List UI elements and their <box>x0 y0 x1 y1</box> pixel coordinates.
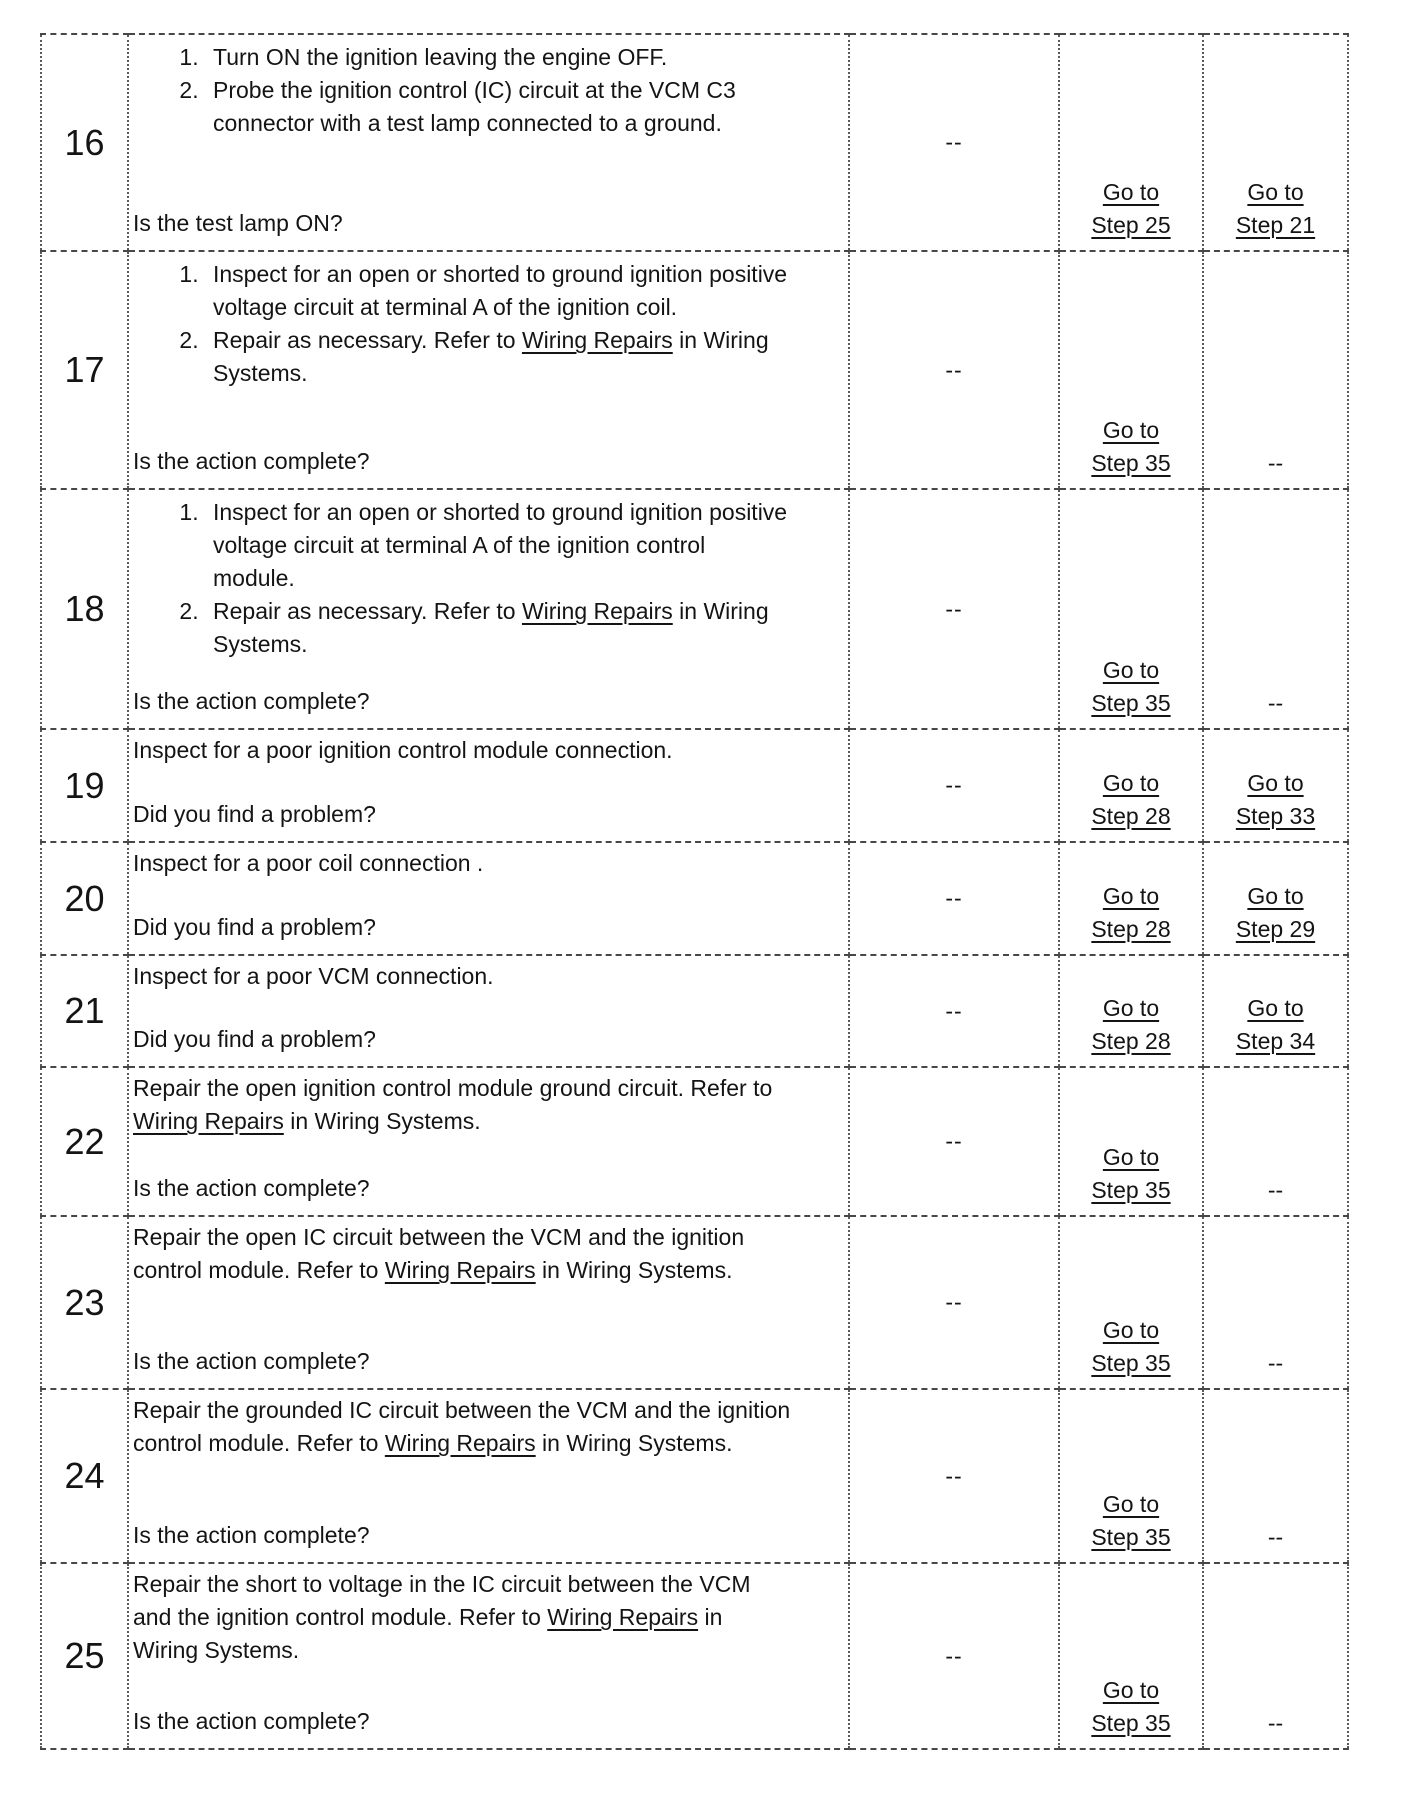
action-instructions <box>133 1394 820 1460</box>
action-instructions <box>133 847 820 880</box>
wiring-repairs-link[interactable]: Wiring Repairs <box>384 1430 536 1456</box>
action-paragraph <box>133 1568 793 1667</box>
yes-cell <box>1059 1389 1203 1563</box>
question-text: Is the test lamp ON? <box>133 210 343 236</box>
table-row <box>41 729 1348 842</box>
table-row <box>41 251 1348 489</box>
action-content <box>133 256 820 478</box>
value-cell <box>849 34 1059 251</box>
question-text: Is the action complete? <box>133 1522 370 1548</box>
action-content <box>133 39 820 240</box>
yes-cell <box>1059 729 1203 842</box>
question-text: Did you find a problem? <box>133 801 376 827</box>
action-text: in Wiring Systems. <box>535 1430 733 1456</box>
go-to-step-link[interactable]: Go to Step 35 <box>1091 1144 1171 1203</box>
step-number: 24 <box>64 1455 105 1496</box>
value-dash: -- <box>945 1462 963 1489</box>
action-content <box>133 1072 820 1205</box>
value-cell <box>849 1563 1059 1749</box>
table-row <box>41 955 1348 1067</box>
action-list-item <box>205 595 793 661</box>
action-paragraph <box>133 1072 793 1138</box>
no-action-dash: -- <box>1267 690 1284 716</box>
go-to-step-link[interactable]: Go to Step 28 <box>1091 883 1171 942</box>
go-to-step-link[interactable]: Go to Step 35 <box>1091 1317 1171 1376</box>
wiring-repairs-link[interactable]: Wiring Repairs <box>521 598 673 624</box>
action-instructions <box>133 1221 820 1287</box>
question-text: Is the action complete? <box>133 688 370 714</box>
table-row <box>41 1067 1348 1216</box>
value-cell <box>849 489 1059 729</box>
table-row <box>41 1216 1348 1389</box>
action-list-item <box>205 324 793 390</box>
action-text: in Wiring Systems. <box>213 327 769 386</box>
action-text: Repair the open ignition control module ground circuit. Refer to <box>133 1075 773 1101</box>
step-cell <box>41 842 128 955</box>
action-text: Inspect for an open or shorted to ground ignition positive voltage circuit at terminal A of the ignition coil. <box>213 261 788 320</box>
action-instructions <box>133 960 820 993</box>
value-cell <box>849 1216 1059 1389</box>
action-list-item <box>205 74 793 140</box>
action-text: in Wiring Systems. <box>133 1604 723 1663</box>
yes-cell <box>1059 34 1203 251</box>
action-cell <box>128 842 849 955</box>
go-to-step-link[interactable]: Go to Step 34 <box>1235 995 1316 1054</box>
question-text: Is the action complete? <box>133 1175 370 1201</box>
step-number: 16 <box>64 121 105 163</box>
step-cell <box>41 1216 128 1389</box>
action-instructions <box>133 1568 820 1667</box>
no-action-dash: -- <box>1267 1350 1284 1376</box>
action-text: in Wiring Systems. <box>213 598 769 657</box>
question-text: Did you find a problem? <box>133 1026 376 1052</box>
value-dash: -- <box>945 1642 963 1669</box>
action-instructions <box>133 734 820 767</box>
question-text: Did you find a problem? <box>133 914 376 940</box>
go-to-step-link[interactable]: Go to Step 29 <box>1235 883 1316 942</box>
wiring-repairs-link[interactable]: Wiring Repairs <box>547 1604 699 1630</box>
action-cell <box>128 489 849 729</box>
value-cell <box>849 955 1059 1067</box>
action-list-item <box>205 41 793 74</box>
action-cell <box>128 729 849 842</box>
action-list <box>133 258 820 390</box>
step-cell <box>41 34 128 251</box>
action-instructions <box>133 1072 820 1138</box>
wiring-repairs-link[interactable]: Wiring Repairs <box>384 1257 536 1283</box>
step-number: 17 <box>64 349 105 390</box>
step-number: 21 <box>64 990 105 1031</box>
step-cell <box>41 489 128 729</box>
table-row <box>41 34 1348 251</box>
value-dash: -- <box>945 1128 963 1154</box>
action-list-item <box>205 496 793 595</box>
yes-cell <box>1059 1067 1203 1216</box>
value-dash: -- <box>945 997 963 1024</box>
action-paragraph <box>133 960 793 993</box>
action-list-item <box>205 258 793 324</box>
action-cell <box>128 1389 849 1563</box>
value-dash: -- <box>945 356 963 383</box>
table-row <box>41 842 1348 955</box>
step-cell <box>41 1067 128 1216</box>
action-text: Inspect for a poor VCM connection. <box>133 963 494 989</box>
no-cell <box>1203 489 1348 729</box>
action-content <box>133 1394 820 1552</box>
action-instructions <box>133 494 820 661</box>
no-cell <box>1203 729 1348 842</box>
go-to-step-link[interactable]: Go to Step 21 <box>1235 179 1316 238</box>
go-to-step-link[interactable]: Go to Step 35 <box>1091 657 1171 716</box>
value-cell <box>849 1067 1059 1216</box>
action-cell <box>128 251 849 489</box>
action-paragraph <box>133 847 793 880</box>
action-list <box>133 496 820 661</box>
value-dash: -- <box>945 595 963 622</box>
question-text: Is the action complete? <box>133 1348 370 1374</box>
go-to-step-link[interactable]: Go to Step 33 <box>1235 770 1316 829</box>
action-cell <box>128 955 849 1067</box>
step-cell <box>41 251 128 489</box>
action-text: Repair as necessary. Refer to <box>213 598 522 624</box>
yes-cell <box>1059 1216 1203 1389</box>
action-content <box>133 494 820 718</box>
wiring-repairs-link[interactable]: Wiring Repairs <box>521 327 673 353</box>
action-instructions <box>133 39 820 140</box>
yes-cell <box>1059 251 1203 489</box>
step-cell <box>41 729 128 842</box>
table-row <box>41 489 1348 729</box>
action-text: Repair as necessary. Refer to <box>213 327 522 353</box>
action-text: Turn ON the ignition leaving the engine OFF. <box>213 44 668 70</box>
go-to-step-link[interactable]: Go to Step 35 <box>1091 1491 1171 1550</box>
no-action-dash: -- <box>1267 450 1284 476</box>
no-cell <box>1203 955 1348 1067</box>
action-list <box>133 41 820 140</box>
action-cell <box>128 1216 849 1389</box>
action-text: Inspect for an open or shorted to ground ignition positive voltage circuit at terminal A of the ignition control module. <box>213 499 788 591</box>
action-text: Inspect for a poor coil connection . <box>133 850 484 876</box>
action-paragraph <box>133 1221 793 1287</box>
no-cell <box>1203 1067 1348 1216</box>
go-to-step-link[interactable]: Go to Step 25 <box>1091 179 1171 238</box>
value-dash: -- <box>945 885 963 911</box>
table-row <box>41 1563 1348 1749</box>
no-cell <box>1203 1389 1348 1563</box>
action-text: Repair the grounded IC circuit between the VCM and the ignition control module. Refer to <box>133 1397 791 1456</box>
step-number: 18 <box>64 588 105 629</box>
action-text: Repair the open IC circuit between the VCM and the ignition control module. Refer to <box>133 1224 745 1283</box>
value-cell <box>849 251 1059 489</box>
value-cell <box>849 842 1059 955</box>
diagnostic-table-body <box>41 34 1348 1749</box>
no-cell <box>1203 251 1348 489</box>
step-number: 19 <box>64 764 105 806</box>
step-cell <box>41 1389 128 1563</box>
action-text: in Wiring Systems. <box>535 1257 733 1283</box>
value-dash: -- <box>945 129 963 155</box>
no-cell <box>1203 34 1348 251</box>
no-cell <box>1203 1216 1348 1389</box>
go-to-step-link[interactable]: Go to Step 35 <box>1091 417 1171 476</box>
action-text: Inspect for a poor ignition control module connection. <box>133 737 673 763</box>
action-content <box>133 1221 820 1378</box>
yes-cell <box>1059 1563 1203 1749</box>
diagnostic-table <box>40 33 1349 1750</box>
question-text: Is the action complete? <box>133 448 370 474</box>
action-text: in Wiring Systems. <box>283 1108 481 1134</box>
step-cell <box>41 1563 128 1749</box>
action-cell <box>128 1563 849 1749</box>
table-row <box>41 1389 1348 1563</box>
action-text: Probe the ignition control (IC) circuit at the VCM C3 connector with a test lamp connected to a ground. <box>213 77 736 136</box>
action-paragraph <box>133 1394 793 1460</box>
value-dash: -- <box>945 1289 963 1315</box>
action-cell <box>128 34 849 251</box>
step-cell <box>41 955 128 1067</box>
go-to-step-link[interactable]: Go to Step 28 <box>1091 770 1171 829</box>
no-action-dash: -- <box>1267 1524 1284 1550</box>
action-paragraph <box>133 734 793 767</box>
step-number: 22 <box>64 1120 105 1162</box>
action-content <box>133 1568 820 1738</box>
action-text: Repair the short to voltage in the IC circuit between the VCM and the ignition control module. Refer to <box>133 1571 751 1630</box>
value-cell <box>849 729 1059 842</box>
no-cell <box>1203 1563 1348 1749</box>
action-instructions <box>133 256 820 390</box>
action-content <box>133 734 820 831</box>
go-to-step-link[interactable]: Go to Step 28 <box>1091 995 1171 1054</box>
yes-cell <box>1059 955 1203 1067</box>
value-dash: -- <box>945 772 963 798</box>
step-number: 23 <box>64 1281 105 1323</box>
no-cell <box>1203 842 1348 955</box>
question-text: Is the action complete? <box>133 1708 370 1734</box>
yes-cell <box>1059 489 1203 729</box>
no-action-dash: -- <box>1267 1710 1284 1736</box>
step-number: 25 <box>64 1635 105 1676</box>
step-number: 20 <box>64 877 105 919</box>
yes-cell <box>1059 842 1203 955</box>
no-action-dash: -- <box>1267 1177 1284 1203</box>
action-content <box>133 847 820 944</box>
value-cell <box>849 1389 1059 1563</box>
go-to-step-link[interactable]: Go to Step 35 <box>1091 1677 1171 1736</box>
action-content <box>133 960 820 1056</box>
wiring-repairs-link[interactable]: Wiring Repairs <box>133 1108 284 1134</box>
action-cell <box>128 1067 849 1216</box>
